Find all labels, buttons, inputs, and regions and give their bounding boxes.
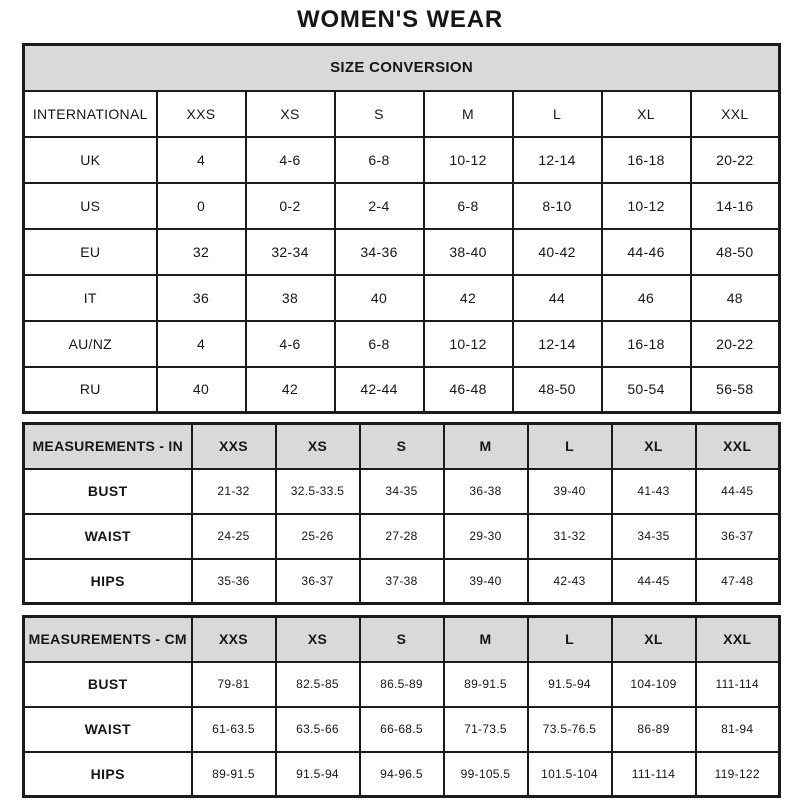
cell-value: 37-38: [360, 559, 444, 604]
cell-value: 25-26: [276, 514, 360, 559]
column-header-international: INTERNATIONAL: [24, 91, 157, 137]
cell-value: 91.5-94: [276, 752, 360, 797]
cell-value: 91.5-94: [528, 662, 612, 707]
cell-value: 61-63.5: [192, 707, 276, 752]
column-header-s: S: [335, 91, 424, 137]
cell-value: 40: [335, 275, 424, 321]
row-label: WAIST: [24, 707, 192, 752]
row-label: HIPS: [24, 559, 192, 604]
cell-value: 0-2: [246, 183, 335, 229]
cell-value: 6-8: [424, 183, 513, 229]
cell-value: 10-12: [424, 321, 513, 367]
cell-value: 35-36: [192, 559, 276, 604]
measurements-in-table: [22, 422, 781, 605]
table-row: [24, 229, 780, 275]
cell-value: 89-91.5: [192, 752, 276, 797]
column-header-s: S: [360, 617, 444, 662]
cell-value: 48-50: [691, 229, 780, 275]
row-label: BUST: [24, 469, 192, 514]
column-header-xxl: XXL: [691, 91, 780, 137]
row-label: BUST: [24, 662, 192, 707]
column-header-xxs: XXS: [192, 424, 276, 469]
measurements-cm-table: [22, 615, 781, 798]
cell-value: 16-18: [602, 137, 691, 183]
cell-value: 27-28: [360, 514, 444, 559]
cell-value: 40: [157, 367, 246, 413]
size-conversion-table: [22, 43, 781, 414]
cell-value: 14-16: [691, 183, 780, 229]
row-label: EU: [24, 229, 157, 275]
column-header-l: L: [528, 617, 612, 662]
cell-value: 8-10: [513, 183, 602, 229]
cell-value: 71-73.5: [444, 707, 528, 752]
column-header-m: M: [444, 617, 528, 662]
row-label: UK: [24, 137, 157, 183]
column-header-xxs: XXS: [192, 617, 276, 662]
cell-value: 81-94: [696, 707, 780, 752]
column-header-l: L: [513, 91, 602, 137]
size-conversion-body: [24, 137, 780, 413]
measurements-in-header: MEASUREMENTS - IN: [24, 424, 192, 469]
cell-value: 42-43: [528, 559, 612, 604]
cell-value: 104-109: [612, 662, 696, 707]
cell-value: 111-114: [612, 752, 696, 797]
cell-value: 6-8: [335, 137, 424, 183]
cell-value: 20-22: [691, 321, 780, 367]
column-header-xl: XL: [612, 617, 696, 662]
column-header-m: M: [424, 91, 513, 137]
cell-value: 48: [691, 275, 780, 321]
cell-value: 89-91.5: [444, 662, 528, 707]
cell-value: 10-12: [424, 137, 513, 183]
cell-value: 47-48: [696, 559, 780, 604]
cell-value: 42: [246, 367, 335, 413]
cell-value: 44-45: [696, 469, 780, 514]
cell-value: 119-122: [696, 752, 780, 797]
cell-value: 41-43: [612, 469, 696, 514]
column-header-xs: XS: [276, 424, 360, 469]
cell-value: 73.5-76.5: [528, 707, 612, 752]
cell-value: 4-6: [246, 137, 335, 183]
table-row: [24, 559, 780, 604]
cell-value: 0: [157, 183, 246, 229]
cell-value: 32: [157, 229, 246, 275]
cell-value: 40-42: [513, 229, 602, 275]
table-row: [24, 183, 780, 229]
cell-value: 42: [424, 275, 513, 321]
size-conversion-header: SIZE CONVERSION: [24, 45, 780, 91]
cell-value: 34-36: [335, 229, 424, 275]
cell-value: 29-30: [444, 514, 528, 559]
cell-value: 36: [157, 275, 246, 321]
cell-value: 48-50: [513, 367, 602, 413]
cell-value: 38-40: [424, 229, 513, 275]
cell-value: 94-96.5: [360, 752, 444, 797]
cell-value: 86.5-89: [360, 662, 444, 707]
table-row: [24, 514, 780, 559]
cell-value: 32.5-33.5: [276, 469, 360, 514]
column-header-xxs: XXS: [157, 91, 246, 137]
row-label: HIPS: [24, 752, 192, 797]
cell-value: 16-18: [602, 321, 691, 367]
cell-value: 86-89: [612, 707, 696, 752]
column-header-xs: XS: [276, 617, 360, 662]
cell-value: 46-48: [424, 367, 513, 413]
cell-value: 4: [157, 321, 246, 367]
table-row: [24, 137, 780, 183]
cell-value: 4-6: [246, 321, 335, 367]
measurements-in-body: [24, 469, 780, 604]
cell-value: 44-45: [612, 559, 696, 604]
cell-value: 32-34: [246, 229, 335, 275]
cell-value: 34-35: [612, 514, 696, 559]
cell-value: 99-105.5: [444, 752, 528, 797]
cell-value: 2-4: [335, 183, 424, 229]
cell-value: 39-40: [444, 559, 528, 604]
cell-value: 50-54: [602, 367, 691, 413]
cell-value: 12-14: [513, 137, 602, 183]
cell-value: 44-46: [602, 229, 691, 275]
column-header-xxl: XXL: [696, 424, 780, 469]
page-title: WOMEN'S WEAR: [297, 6, 503, 33]
cell-value: 34-35: [360, 469, 444, 514]
cell-value: 36-37: [276, 559, 360, 604]
cell-value: 4: [157, 137, 246, 183]
column-header-xl: XL: [612, 424, 696, 469]
table-title-row: [24, 45, 780, 91]
column-header-xs: XS: [246, 91, 335, 137]
cell-value: 56-58: [691, 367, 780, 413]
column-header-row: [24, 91, 780, 137]
row-label: US: [24, 183, 157, 229]
cell-value: 42-44: [335, 367, 424, 413]
cell-value: 101.5-104: [528, 752, 612, 797]
row-label: WAIST: [24, 514, 192, 559]
cell-value: 12-14: [513, 321, 602, 367]
cell-value: 63.5-66: [276, 707, 360, 752]
cell-value: 46: [602, 275, 691, 321]
column-header-s: S: [360, 424, 444, 469]
table-row: [24, 367, 780, 413]
column-header-xxl: XXL: [696, 617, 780, 662]
cell-value: 36-37: [696, 514, 780, 559]
cell-value: 24-25: [192, 514, 276, 559]
table-row: [24, 469, 780, 514]
table-row: [24, 275, 780, 321]
cell-value: 31-32: [528, 514, 612, 559]
cell-value: 6-8: [335, 321, 424, 367]
column-header-m: M: [444, 424, 528, 469]
cell-value: 82.5-85: [276, 662, 360, 707]
column-header-xl: XL: [602, 91, 691, 137]
table-row: [24, 707, 780, 752]
table-row: [24, 321, 780, 367]
row-label: RU: [24, 367, 157, 413]
column-header-l: L: [528, 424, 612, 469]
column-header-row: [24, 617, 780, 662]
row-label: IT: [24, 275, 157, 321]
cell-value: 21-32: [192, 469, 276, 514]
row-label: AU/NZ: [24, 321, 157, 367]
table-row: [24, 752, 780, 797]
cell-value: 79-81: [192, 662, 276, 707]
column-header-row: [24, 424, 780, 469]
cell-value: 111-114: [696, 662, 780, 707]
cell-value: 39-40: [528, 469, 612, 514]
cell-value: 20-22: [691, 137, 780, 183]
cell-value: 44: [513, 275, 602, 321]
cell-value: 10-12: [602, 183, 691, 229]
cell-value: 66-68.5: [360, 707, 444, 752]
cell-value: 38: [246, 275, 335, 321]
table-row: [24, 662, 780, 707]
cell-value: 36-38: [444, 469, 528, 514]
measurements-cm-header: MEASUREMENTS - CM: [24, 617, 192, 662]
measurements-cm-body: [24, 662, 780, 797]
